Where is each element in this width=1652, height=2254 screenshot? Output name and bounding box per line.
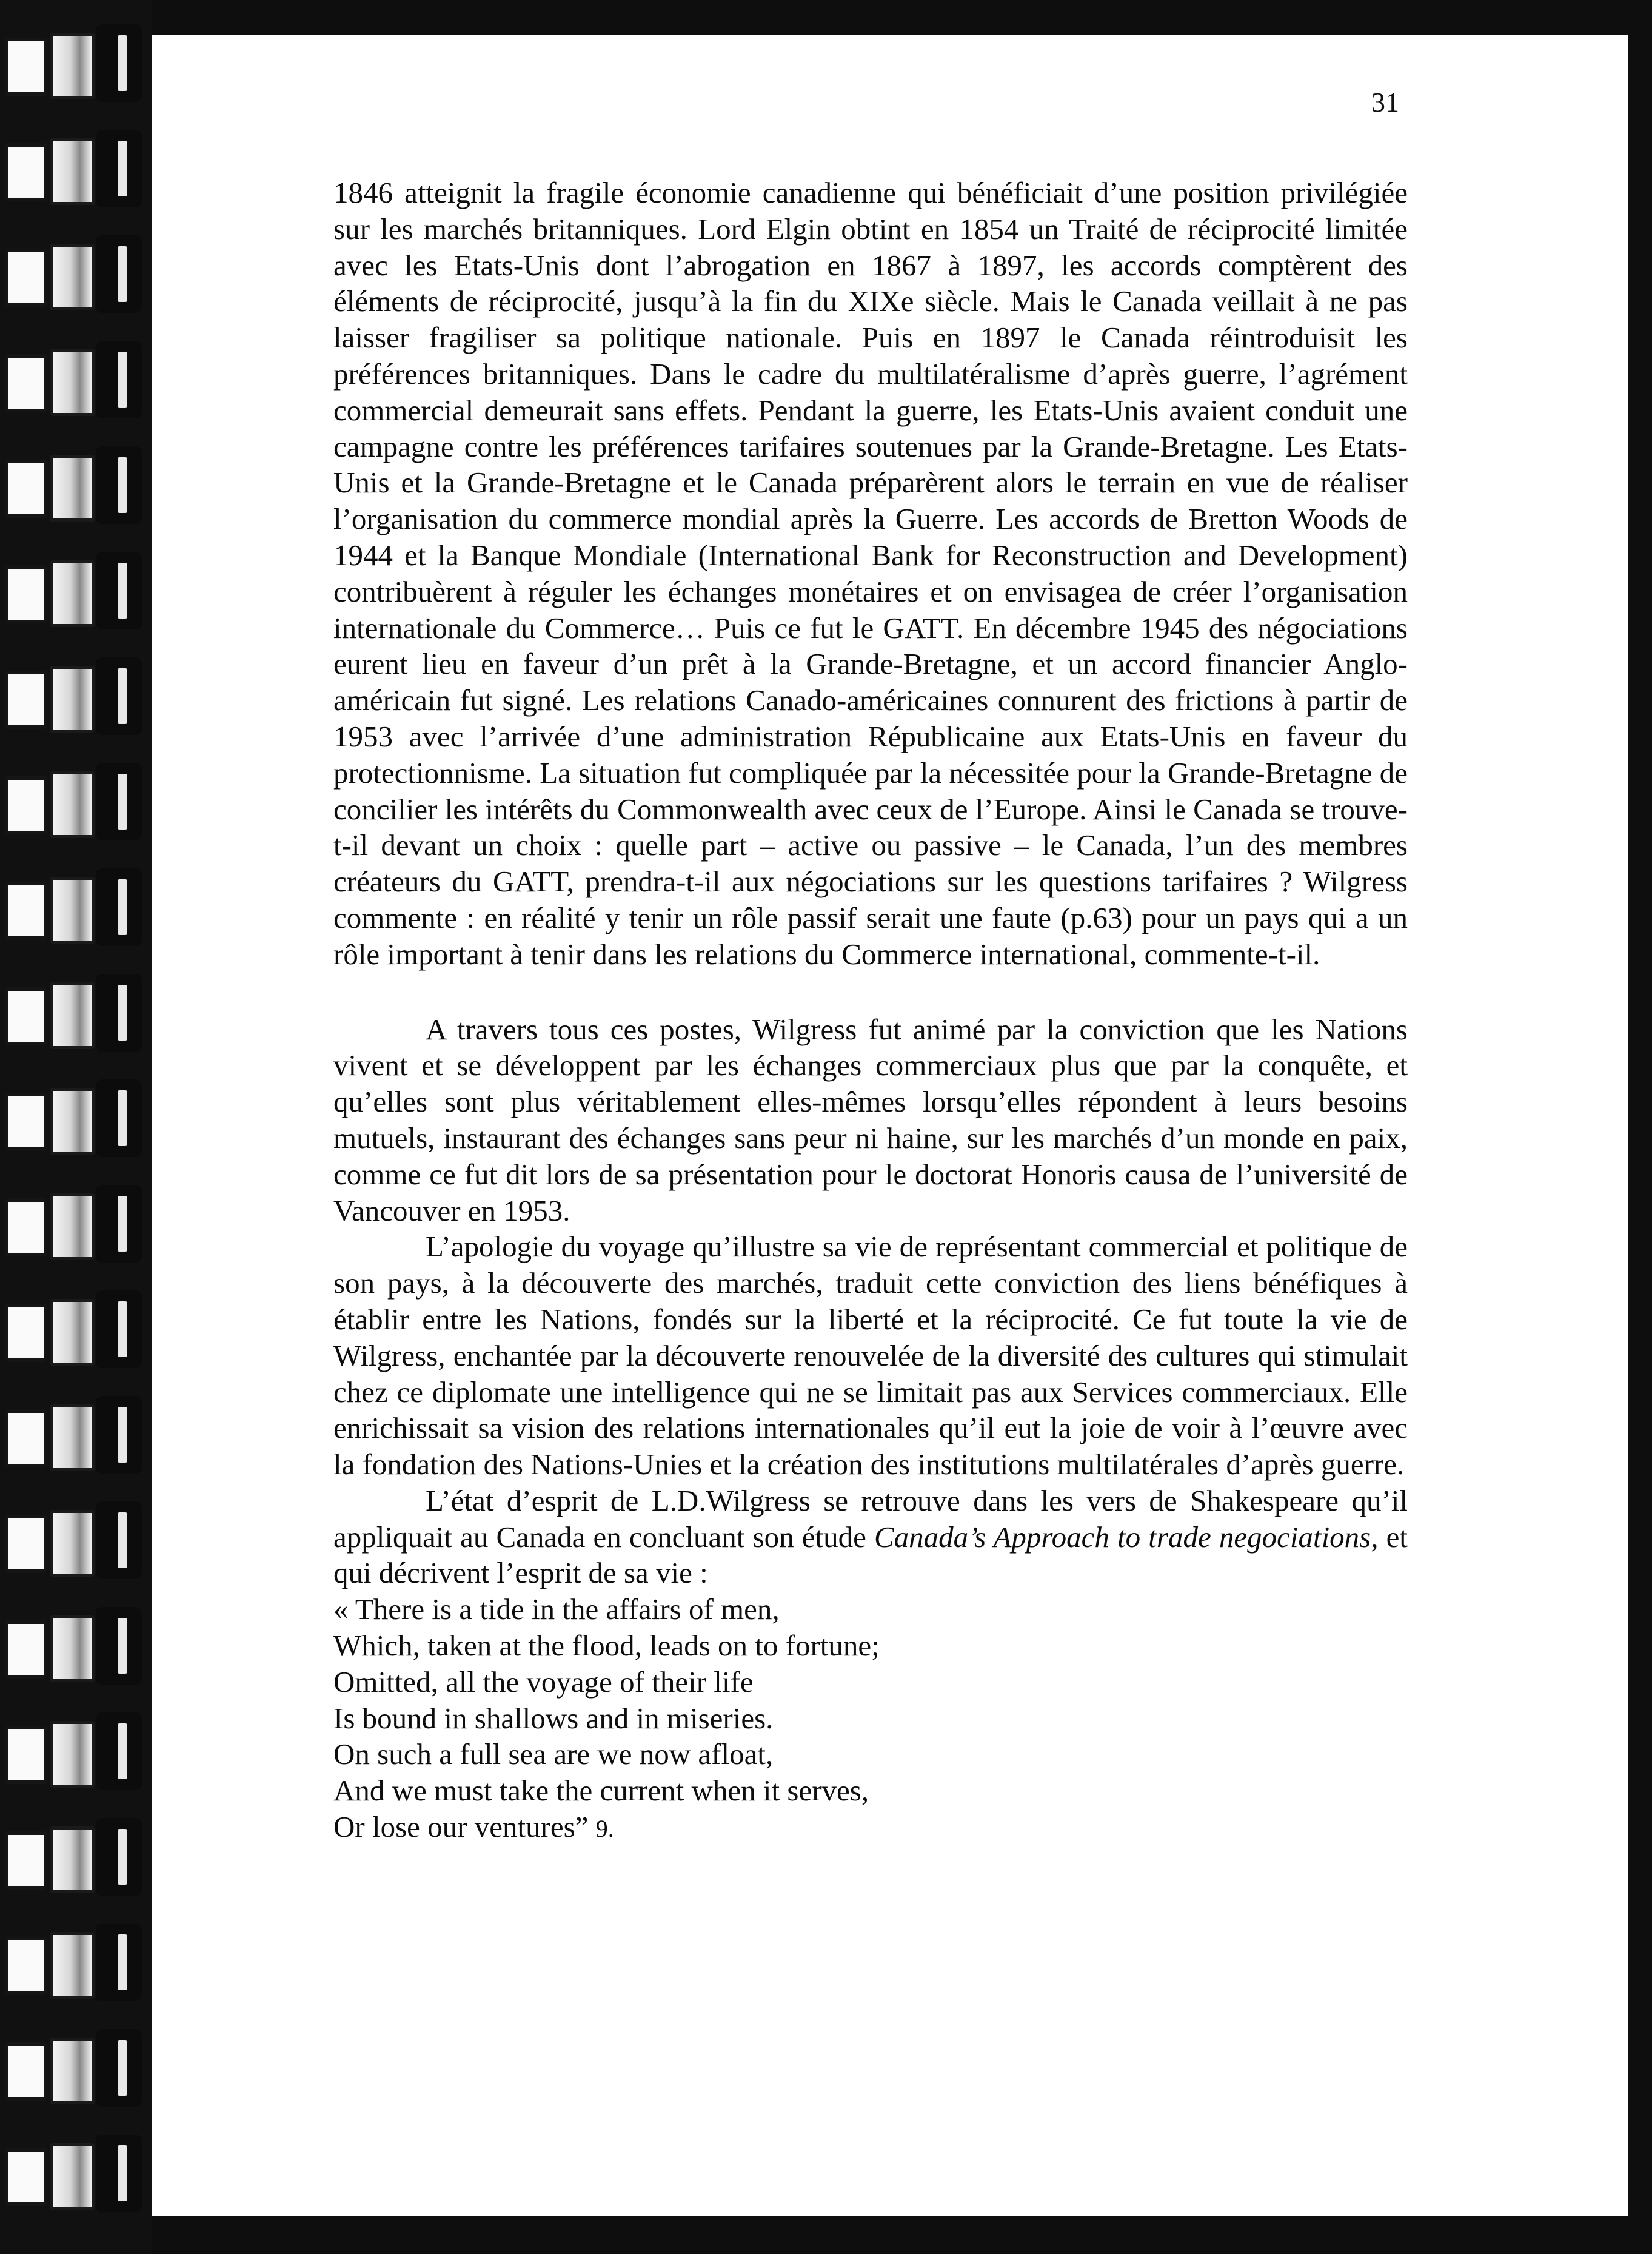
- paragraph-3: L’apologie du voyage qu’illustre sa vie de représentant commercial et politique de son pays, à la découverte des marchés, traduit cette conviction des liens bénéfiques à établir entre les Nations, fondés sur la liberté et la réciprocité. Ce fut toute la vie de Wilgress, enchantée par la découverte renouvelée de la diversité des cultures qui stimulait chez ce diplomate une intelligence qui ne se limitait pas aux Services commerciaux. Elle enrichissait sa vision des relations internationales qu’il eut la joie de voir à l’œuvre avec la fondation des Nations-Unies et la création des institutions multilatérales d’après guerre.: [333, 1230, 1408, 1481]
- binding-coil: [5, 657, 145, 735]
- paragraph-spacer: [333, 973, 1408, 1011]
- poem-line-7: [333, 1809, 1408, 1847]
- poem-line-4: Is bound in shallows and in miseries.: [333, 1701, 774, 1735]
- paragraph-4: [333, 1483, 1408, 1591]
- binding-coil: [5, 1924, 145, 2001]
- binding-coil: [5, 1290, 145, 1368]
- binding-coil: [5, 2029, 145, 2107]
- binding-coil: [5, 763, 145, 840]
- shakespeare-quote: [333, 1591, 1408, 1847]
- binding-coil: [5, 1396, 145, 1474]
- binding-coil: [5, 868, 145, 946]
- poem-line-3: Omitted, all the voyage of their life: [333, 1665, 754, 1699]
- binding-coil: [5, 130, 145, 207]
- binding-coil: [5, 341, 145, 418]
- page-number: 31: [1371, 87, 1399, 118]
- body-text: [333, 175, 1408, 1847]
- paragraph-1: 1846 atteignit la fragile économie canadienne qui bénéficiait d’une position privilégiée sur les marchés britanniques. Lord Elgin obtint en 1854 un Traité de réciprocité limitée avec les Etats-Unis dont l’abrogation en 1867 à 1897, les accords comptèrent des éléments de réciprocité, jusqu’à la fin du XIXe siècle. Mais le Canada veillait à ne pas laisser fragiliser sa politique nationale. Puis en 1897 le Canada réintroduisit les préférences britanniques. Dans le cadre du multilatéralisme d’après guerre, l’agrément commercial demeurait sans effets. Pendant la guerre, les Etats-Unis avaient conduit une campagne contre les préférences tarifaires soutenues par la Grande-Bretagne. Les Etats-Unis et la Grande-Bretagne et le Canada préparèrent alors le terrain en vue de réaliser l’organisation du commerce mondial après la Guerre. Les accords de Bretton Woods de 1944 et la Banque Mondiale (International Bank for Reconstruction and Development) contribuèrent à réguler les échanges monétaires et on envisagea de créer l’organisation internationale du Commerce… Puis ce fut le GATT. En décembre 1945 des négociations eurent lieu en faveur d’un prêt à la Grande-Bretagne, et un accord financier Anglo-américain fut signé. Les relations Canado-américaines connurent des frictions à partir de 1953 avec l’arrivée d’une administration Républicaine aux Etats-Unis en faveur du protectionnisme. La situation fut compliquée par la nécessitée pour la Grande-Bretagne de concilier les intérêts du Commonwealth avec ceux de l’Europe. Ainsi le Canada se trouve-t-il devant un choix : quelle part – active ou passive – le Canada, l’un des membres créateurs du GATT, prendra-t-il aux négociations sur les questions tarifaires ? Wilgress commente : en réalité y tenir un rôle passif serait une faute (p.63) pour un pays qui a un rôle important à tenir dans les relations du Commerce international, commente-t-il.: [333, 176, 1408, 971]
- binding-coil: [5, 552, 145, 629]
- binding-coil: [5, 1607, 145, 1685]
- paragraph-4-end: , et qui décrivent l’esprit de sa vie :: [333, 1520, 1408, 1590]
- binding-coil: [5, 2135, 145, 2212]
- paragraph-4-intro: L’état d’esprit de L.D.Wilgress se retrouve dans les vers de Shakespeare qu’il appliquait au Canada en concluant son étude: [333, 1483, 1408, 1554]
- binding-coil: [5, 1079, 145, 1157]
- poem-line-5: On such a full sea are we now afloat,: [333, 1737, 774, 1771]
- poem-line-2: Which, taken at the flood, leads on to fortune;: [333, 1629, 880, 1663]
- binding-coil: [5, 1818, 145, 1896]
- binding-coil: [5, 1185, 145, 1263]
- binding-coil: [5, 1712, 145, 1790]
- book-title: Canada’s Approach to trade negociations: [874, 1520, 1371, 1554]
- poem-line-1: « There is a tide in the affairs of men,: [333, 1592, 780, 1626]
- scan-bottom-edge: [0, 2216, 1652, 2254]
- binding-coil: [5, 24, 145, 102]
- paragraph-2: A travers tous ces postes, Wilgress fut animé par la conviction que les Nations vivent et se développent par les échanges commerciaux plus que par la conquête, et qu’elles sont plus véritablement elles-mêmes lorsqu’elles répondent à leurs besoins mutuels, instaurant des échanges sans peur ni haine, sur les marchés d’un monde en paix, comme ce fut dit lors de sa présentation pour le doctorat Honoris causa de l’université de Vancouver en 1953.: [333, 1012, 1408, 1227]
- spiral-binding: [0, 0, 152, 2254]
- binding-coil: [5, 974, 145, 1052]
- poem-line-6: And we must take the current when it serves,: [333, 1774, 869, 1808]
- binding-coil: [5, 446, 145, 524]
- binding-coil: [5, 1501, 145, 1579]
- binding-coil: [5, 235, 145, 313]
- scan-top-edge: [0, 0, 1652, 35]
- poem-last-line: Or lose our ventures”: [333, 1810, 589, 1844]
- footnote-marker: 9.: [595, 1815, 614, 1843]
- scan-right-edge: [1628, 0, 1652, 2254]
